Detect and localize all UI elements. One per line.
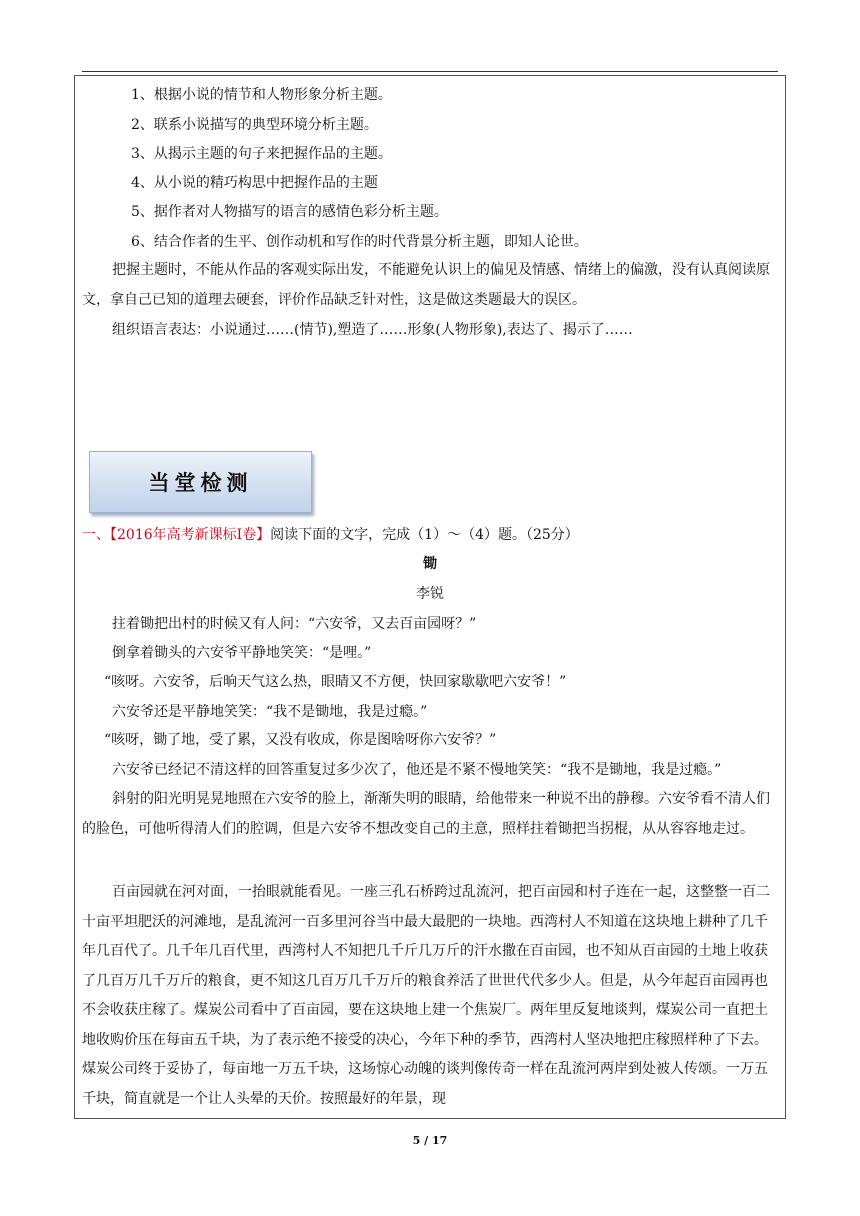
question-header (82, 526, 579, 544)
question-source: 【2016年高考新课标Ⅰ卷】 (110, 527, 271, 543)
story-line-1: 拄着锄把出村的时候又有人问：“六安爷，又去百亩园呀？” (112, 616, 477, 632)
method-item-1: 1、根据小说的情节和人物形象分析主题。 (131, 87, 392, 103)
answer-template: 组织语言表达：小说通过……(情节),塑造了……形象(人物形象),表达了、揭示了…… (112, 322, 633, 338)
section-banner-label: 当堂检测 (148, 471, 253, 495)
method-item-6: 6、结合作者的生平、创作动机和写作的时代背景分析主题，即知人论世。 (131, 234, 588, 250)
header-rule (82, 71, 778, 72)
section-banner (89, 451, 312, 513)
story-line-5: “咳呀，锄了地，受了累，又没有收成，你是图啥呀你六安爷？” (104, 732, 497, 748)
story-line-4: 六安爷还是平静地笑笑：“我不是锄地，我是过瘾。” (112, 704, 428, 720)
story-line-3: “咳呀。六安爷，后晌天气这么热，眼睛又不方便，快回家歇歇吧六安爷！” (104, 674, 567, 690)
method-item-5: 5、据作者对人物描写的语言的感情色彩分析主题。 (131, 204, 448, 220)
page-number: 5 / 17 (412, 1134, 448, 1147)
question-instruction: 阅读下面的文字，完成（1）～（4）题。（25分） (270, 527, 579, 543)
warning-paragraph: 把握主题时，不能从作品的客观实际出发，不能避免认识上的偏见及情感、情绪上的偏激，没有认真阅读原文，拿自己已知的道理去硬套，评价作品缺乏针对性，这是做这类题最大的误区。 (82, 262, 770, 308)
story-line-2: 倒拿着锄头的六安爷平静地笑笑：“是哩。” (112, 645, 372, 661)
story-line-6: 六安爷已经记不清这样的回答重复过多少次了，他还是不紧不慢地笑笑：“我不是锄地，我是过瘾。” (112, 762, 722, 778)
question-number: 一、 (82, 527, 110, 543)
story-paragraph-field: 百亩园就在河对面，一抬眼就能看见。一座三孔石桥跨过乱流河，把百亩园和村子连在一起，这整整一百二十亩平坦肥沃的河滩地，是乱流河一百多里河谷当中最大最肥的一块地。西湾村人不知道在这块地上耕种了几千年几百代了。几千年几百代里，西湾村人不知把几千斤几万斤的汗水撒在百亩园，也不知从百亩园的土地上收获了几百万几千万斤的粮食，更不知这几百万几千万斤的粮食养活了世世代代多少人。但是，从今年起百亩园再也不会收获庄稼了。煤炭公司看中了百亩园，要在这块地上建一个焦炭厂。两年里反复地谈判，煤炭公司一直把土地收购价压在每亩五千块，为了表示绝不接受的决心，今年下种的季节，西湾村人坚决地把庄稼照样种了下去。煤炭公司终于妥协了，每亩地一万五千块，这场惊心动魄的谈判像传奇一样在乱流河两岸到处被人传颂。一万五千块，简直就是一个让人头晕的天价。按照最好的年景，现 (82, 884, 770, 1107)
method-item-3: 3、从揭示主题的句子来把握作品的主题。 (131, 146, 392, 162)
method-item-4: 4、从小说的精巧构思中把握作品的主题 (131, 175, 378, 191)
story-title: 锄 (423, 556, 437, 572)
method-item-2: 2、联系小说描写的典型环境分析主题。 (131, 117, 378, 133)
story-author: 李锐 (416, 586, 444, 602)
story-paragraph-sun: 斜射的阳光明晃晃地照在六安爷的脸上，渐渐失明的眼睛，给他带来一种说不出的静穆。六安爷看不清人们的脸色，可他听得清人们的腔调，但是六安爷不想改变自己的主意，照样拄着锄把当拐棍，从从容容地走过。 (82, 791, 770, 837)
